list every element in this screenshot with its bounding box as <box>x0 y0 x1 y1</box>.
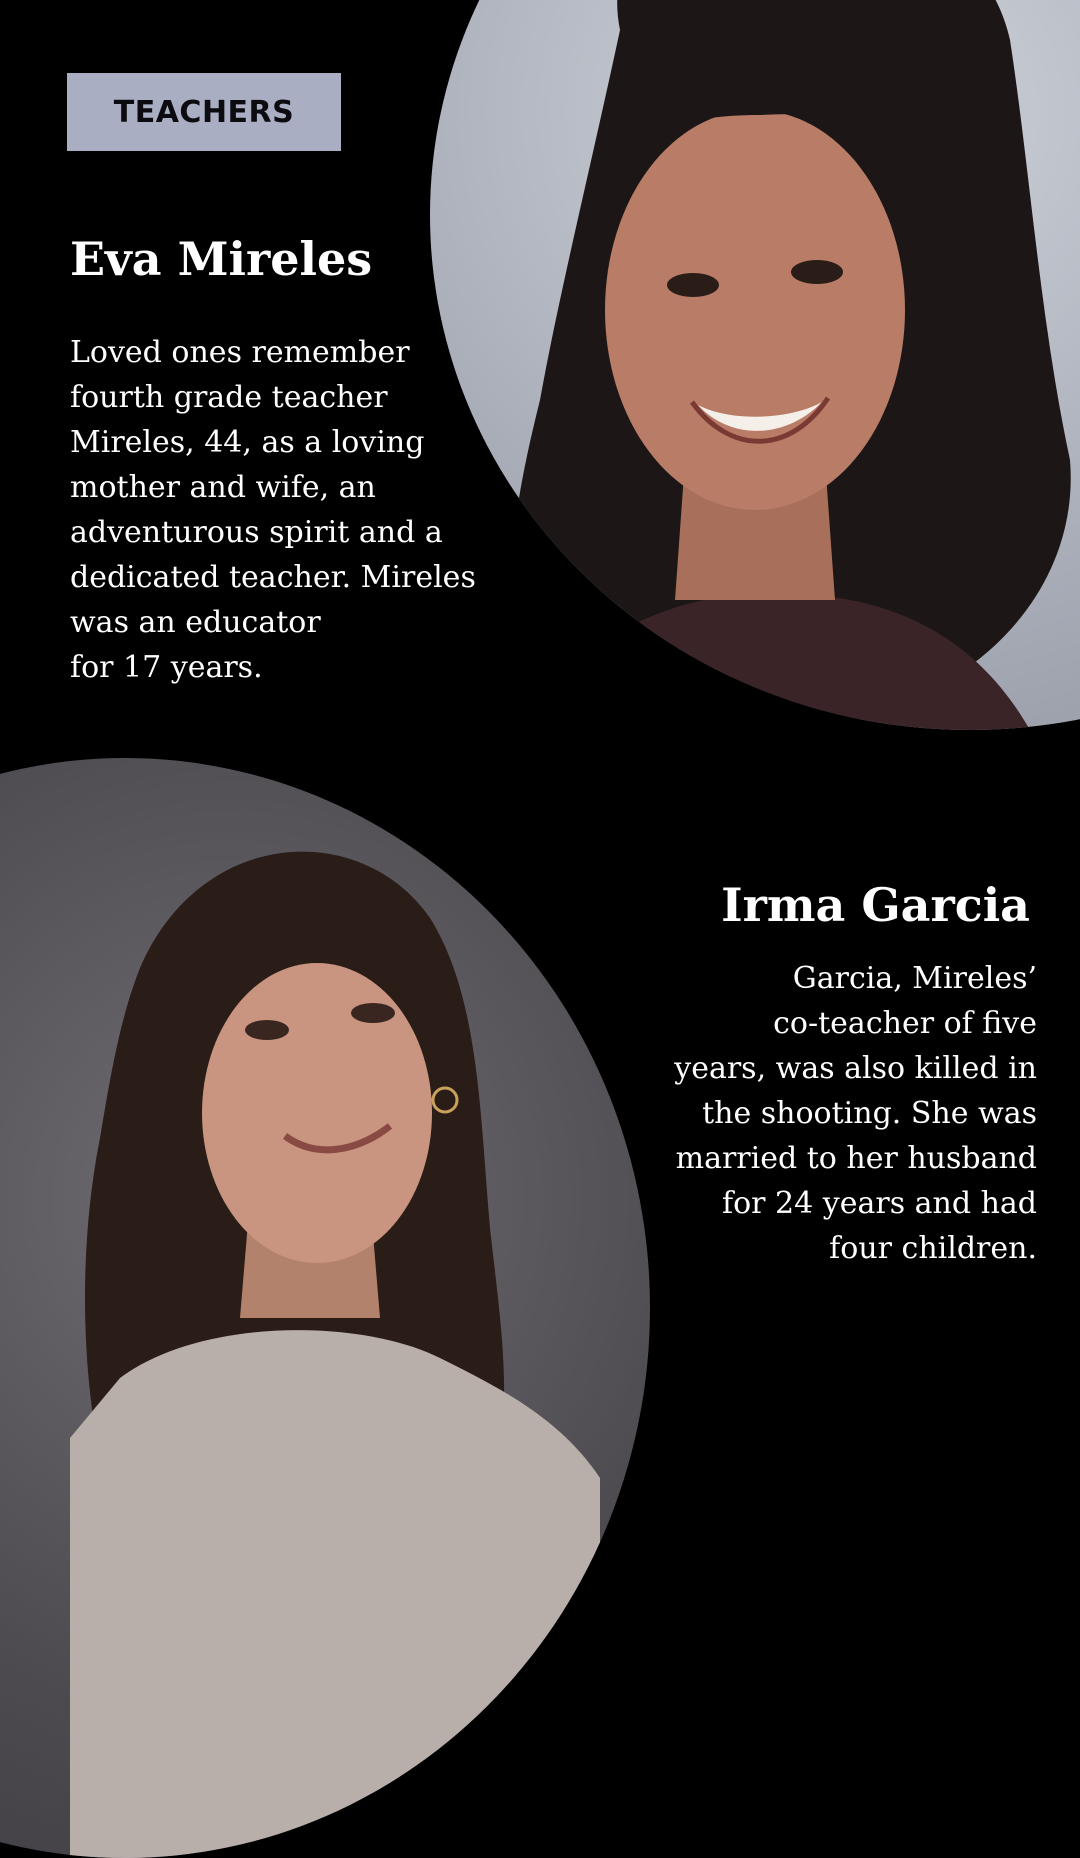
bio-line: mother and wife, an <box>70 470 376 505</box>
bio-line: Mireles, 44, as a loving <box>70 425 425 460</box>
bio-line: Garcia, Mireles’ <box>792 961 1037 996</box>
bio-line: dedicated teacher. Mireles <box>70 560 476 595</box>
bio-line: for 24 years and had <box>722 1186 1037 1221</box>
bio-line: for 17 years. <box>70 650 263 685</box>
bio-line: the shooting. She was <box>702 1096 1037 1131</box>
bio-line: Loved ones remember <box>70 335 410 370</box>
bio-line: was an educator <box>70 605 321 640</box>
profile-name-irma-garcia: Irma Garcia <box>721 878 1030 932</box>
irma-garcia-portrait-illustration <box>0 758 650 1858</box>
bio-line: adventurous spirit and a <box>70 515 443 550</box>
bio-line: years, was also killed in <box>674 1051 1037 1086</box>
eva-mireles-photo <box>430 0 1080 730</box>
bio-line: four children. <box>829 1231 1037 1266</box>
bio-line: co-teacher of five <box>773 1006 1037 1041</box>
bio-line: fourth grade teacher <box>70 380 388 415</box>
section-badge-label: TEACHERS <box>113 94 295 130</box>
profile-bio-irma-garcia <box>637 956 1037 1271</box>
eva-mireles-portrait-illustration <box>430 0 1080 730</box>
profile-name-eva-mireles: Eva Mireles <box>70 232 373 286</box>
section-badge <box>67 73 341 151</box>
bio-line: married to her husband <box>675 1141 1037 1176</box>
irma-garcia-photo <box>0 758 650 1858</box>
profile-bio-eva-mireles <box>70 330 510 690</box>
